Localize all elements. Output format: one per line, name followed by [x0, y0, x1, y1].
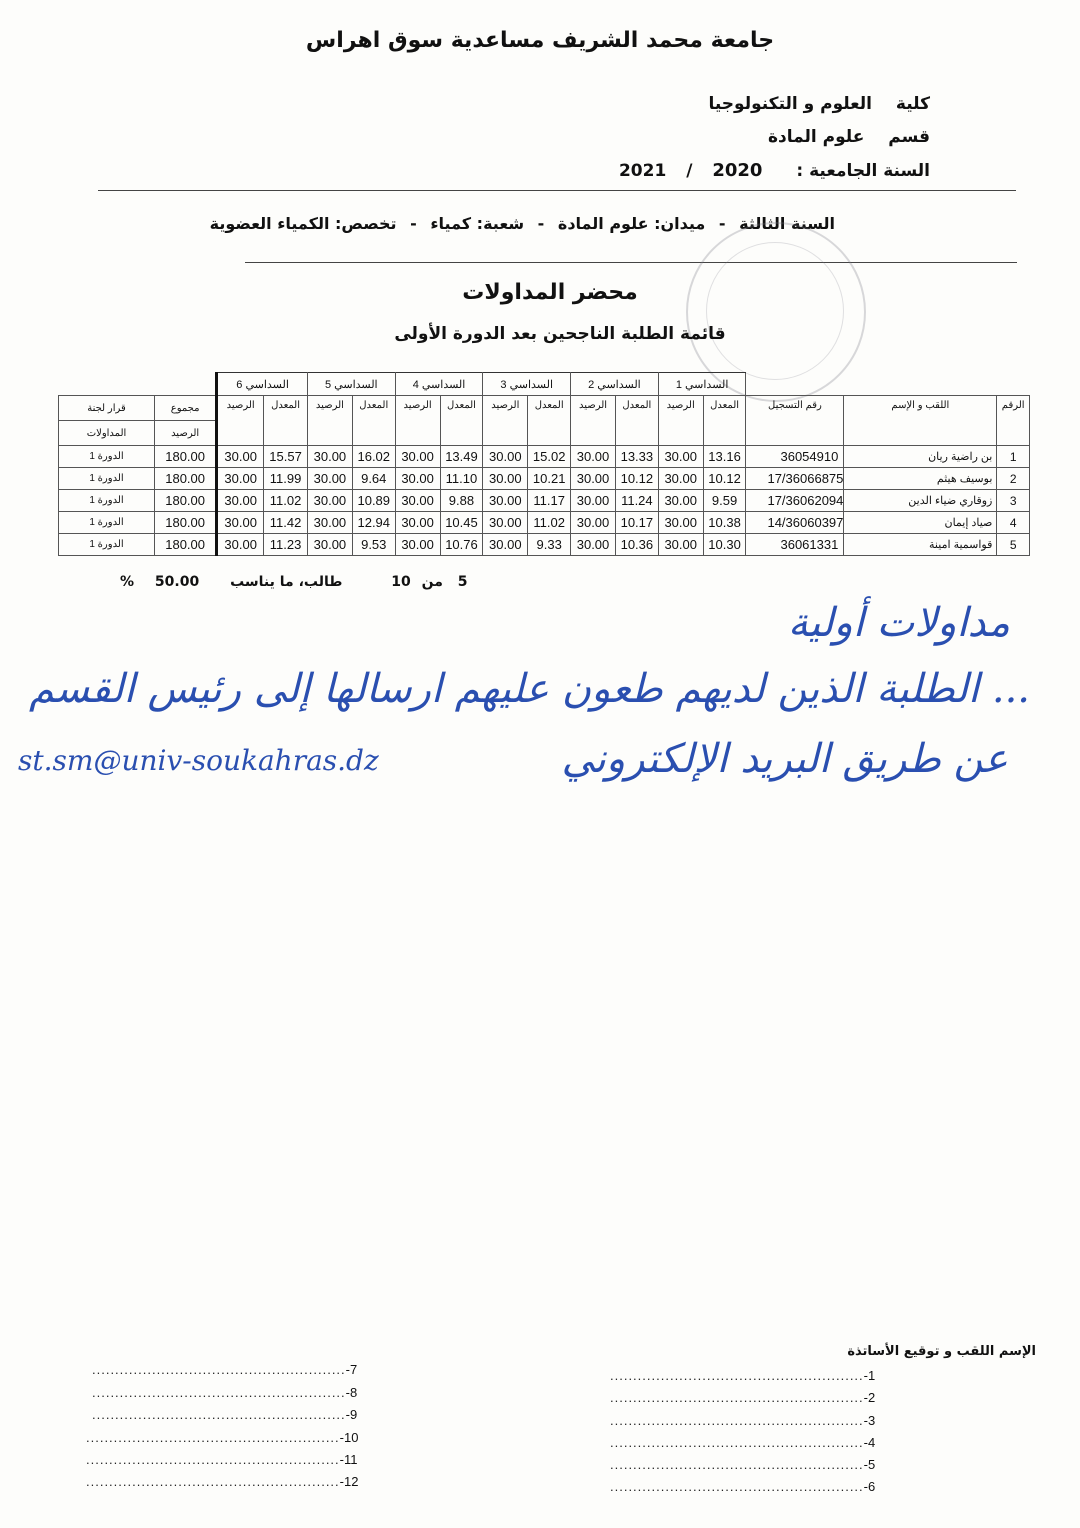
s3-credit: 30.00 — [483, 446, 528, 468]
s5-average: 9.53 — [352, 534, 395, 556]
row-index: 3 — [997, 490, 1030, 512]
s2-credit: 30.00 — [571, 468, 616, 490]
semester-3-header: السداسي 3 — [483, 373, 571, 396]
s5-credit: 30.00 — [307, 490, 352, 512]
s2-credit: 30.00 — [571, 534, 616, 556]
s6-credit: 30.00 — [217, 468, 264, 490]
student-name: بوسيف هيثم — [844, 468, 997, 490]
col-credit-header: الرصيد — [571, 396, 616, 446]
document-subtitle: قائمة الطلبة الناجحين بعد الدورة الأولى — [394, 324, 726, 344]
grades-table — [58, 372, 1030, 556]
s2-credit: 30.00 — [571, 512, 616, 534]
committee-decision: الدورة 1 — [59, 490, 155, 512]
signature-line — [86, 1430, 358, 1445]
department-value: علوم المادة — [767, 127, 865, 147]
handwritten-note-line: عن طريق البريد الإلكتروني — [561, 736, 1008, 782]
s4-credit: 30.00 — [395, 512, 440, 534]
col-total-header-2: الرصيد — [155, 421, 217, 446]
signature-dots: ....................................................... — [610, 1413, 864, 1428]
signature-line — [92, 1385, 357, 1400]
s2-average: 13.33 — [615, 446, 658, 468]
registration-number: 17/36066875 — [746, 468, 844, 490]
signature-number: -9 — [345, 1407, 358, 1422]
s1-credit: 30.00 — [658, 468, 703, 490]
col-credit-header: الرصيد — [658, 396, 703, 446]
registration-number: 14/36060397 — [746, 512, 844, 534]
s2-credit: 30.00 — [571, 490, 616, 512]
track-sep: - — [537, 214, 545, 233]
col-avg-header: المعدل — [440, 396, 483, 446]
col-avg-header: المعدل — [615, 396, 658, 446]
semester-2-header: السداسي 2 — [571, 373, 659, 396]
signature-line — [92, 1407, 357, 1422]
committee-decision: الدورة 1 — [59, 446, 155, 468]
signature-dots: ....................................................... — [86, 1430, 340, 1445]
track-sep: - — [718, 214, 726, 233]
s4-average: 9.88 — [440, 490, 483, 512]
signature-dots: ....................................................... — [92, 1362, 346, 1377]
col-name-header: اللقب و الإسم — [844, 396, 997, 446]
total-credit: 180.00 — [155, 446, 217, 468]
s1-average: 9.59 — [703, 490, 746, 512]
col-decision-header: قرار لجنة — [59, 396, 155, 421]
s5-average: 10.89 — [352, 490, 395, 512]
faculty-value: العلوم و التكنولوجيا — [708, 94, 872, 114]
signature-number: -3 — [863, 1413, 876, 1428]
student-name: بن راضية ريان — [844, 446, 997, 468]
signature-line — [86, 1474, 358, 1489]
signature-line — [610, 1368, 875, 1383]
total-credit: 180.00 — [155, 534, 217, 556]
signature-line — [610, 1413, 875, 1428]
semester-5-header: السداسي 5 — [307, 373, 395, 396]
track-domain: ميدان: علوم المادة — [557, 214, 706, 233]
s6-average: 11.42 — [264, 512, 308, 534]
s6-credit: 30.00 — [217, 490, 264, 512]
s6-credit: 30.00 — [217, 446, 264, 468]
signature-number: -10 — [339, 1430, 359, 1445]
row-index: 5 — [997, 534, 1030, 556]
signature-line — [86, 1452, 357, 1467]
faculty-line — [708, 94, 930, 114]
col-avg-header: المعدل — [528, 396, 571, 446]
signature-line — [610, 1457, 875, 1472]
col-index-header: الرقم — [997, 396, 1030, 446]
signature-dots: ....................................................... — [86, 1474, 340, 1489]
signature-number: -8 — [345, 1385, 358, 1400]
s3-credit: 30.00 — [483, 512, 528, 534]
col-avg-header: المعدل — [352, 396, 395, 446]
table-row — [59, 468, 1030, 490]
col-credit-header: الرصيد — [395, 396, 440, 446]
s3-average: 10.21 — [528, 468, 571, 490]
signature-dots: ....................................................... — [92, 1407, 346, 1422]
signature-line — [610, 1390, 875, 1405]
s6-average: 11.23 — [264, 534, 308, 556]
s4-credit: 30.00 — [395, 534, 440, 556]
signature-dots: ....................................................... — [610, 1479, 864, 1494]
academic-year — [619, 160, 930, 181]
signature-dots: ....................................................... — [610, 1435, 864, 1450]
student-name: قواسمية امينة — [844, 534, 997, 556]
year-start: 2020 — [712, 160, 763, 181]
signature-number: -1 — [863, 1368, 876, 1383]
s1-credit: 30.00 — [658, 490, 703, 512]
column-header-row — [59, 396, 1030, 421]
signature-number: -6 — [863, 1479, 876, 1494]
signature-number: -5 — [863, 1457, 876, 1472]
percent-sign: % — [120, 574, 135, 590]
track-branch: شعبة: كمياء — [430, 214, 525, 233]
s4-average: 10.45 — [440, 512, 483, 534]
document-title: محضر المداولات — [462, 280, 638, 305]
s5-credit: 30.00 — [307, 534, 352, 556]
university-name: جامعة محمد الشريف مساعدية سوق اهراس — [305, 28, 775, 53]
col-total-header: مجموع — [155, 396, 217, 421]
row-index: 1 — [997, 446, 1030, 468]
total-students: 10 — [391, 574, 411, 590]
semester-1-header: السداسي 1 — [658, 373, 746, 396]
col-credit-header: الرصيد — [217, 396, 264, 446]
year-end: 2021 — [618, 161, 667, 181]
track-sep: - — [410, 214, 417, 233]
semester-6-header: السداسي 6 — [217, 373, 308, 396]
s3-credit: 30.00 — [483, 468, 528, 490]
s5-average: 9.64 — [352, 468, 395, 490]
signature-line — [610, 1435, 875, 1450]
total-credit: 180.00 — [155, 490, 217, 512]
student-name: صياد إيمان — [844, 512, 997, 534]
pass-summary — [120, 574, 468, 590]
s5-credit: 30.00 — [307, 512, 352, 534]
of-word: من — [421, 574, 443, 590]
s4-credit: 30.00 — [395, 468, 440, 490]
track-level: السنة الثالثة — [739, 214, 835, 233]
handwritten-note-title: مداولات أولية — [787, 600, 1010, 646]
year-separator: / — [686, 161, 693, 181]
department-label: قسم — [888, 127, 930, 147]
signature-number: -2 — [863, 1390, 876, 1405]
signatures-title: الإسم اللقب و توقيع الأساتذة — [847, 1344, 1036, 1359]
s1-credit: 30.00 — [658, 534, 703, 556]
s2-credit: 30.00 — [571, 446, 616, 468]
pass-percent: 50.00 — [154, 574, 200, 590]
handwritten-note-line: ... الطلبة الذين لديهم طعون عليهم ارسالها إلى رئيس القسم — [28, 666, 1030, 712]
handwritten-email: st.sm@univ-soukahras.dz — [18, 744, 379, 777]
signature-number: -11 — [339, 1452, 358, 1467]
s3-credit: 30.00 — [483, 490, 528, 512]
s3-average: 11.02 — [528, 512, 571, 534]
row-index: 4 — [997, 512, 1030, 534]
s1-credit: 30.00 — [658, 512, 703, 534]
signature-dots: ....................................................... — [92, 1385, 346, 1400]
s5-credit: 30.00 — [307, 446, 352, 468]
s6-average: 15.57 — [264, 446, 308, 468]
signature-number: -4 — [863, 1435, 876, 1450]
track-specialty: تخصص: الكمياء العضوية — [209, 214, 397, 233]
table-row — [59, 534, 1030, 556]
s3-average: 9.33 — [528, 534, 571, 556]
s1-credit: 30.00 — [658, 446, 703, 468]
table-row — [59, 446, 1030, 468]
s5-credit: 30.00 — [307, 468, 352, 490]
s4-average: 11.10 — [440, 468, 483, 490]
s2-average: 10.12 — [615, 468, 658, 490]
row-index: 2 — [997, 468, 1030, 490]
s6-credit: 30.00 — [217, 512, 264, 534]
faculty-label: كلية — [895, 94, 930, 114]
col-avg-header: المعدل — [264, 396, 308, 446]
table-row — [59, 512, 1030, 534]
s1-average: 10.12 — [703, 468, 746, 490]
col-credit-header: الرصيد — [483, 396, 528, 446]
s5-average: 12.94 — [352, 512, 395, 534]
student-name: زوقاري ضياء الدين — [844, 490, 997, 512]
col-credit-header: الرصيد — [307, 396, 352, 446]
track-divider — [245, 262, 1017, 263]
semester-header-row — [59, 373, 1030, 396]
s3-average: 11.17 — [528, 490, 571, 512]
s4-average: 13.49 — [440, 446, 483, 468]
s4-average: 10.76 — [440, 534, 483, 556]
s6-average: 11.02 — [264, 490, 308, 512]
s6-average: 11.99 — [264, 468, 308, 490]
table-row — [59, 490, 1030, 512]
s4-credit: 30.00 — [395, 490, 440, 512]
s3-credit: 30.00 — [483, 534, 528, 556]
committee-decision: الدورة 1 — [59, 468, 155, 490]
signature-number: -7 — [345, 1362, 358, 1377]
s1-average: 13.16 — [703, 446, 746, 468]
s6-credit: 30.00 — [217, 534, 264, 556]
summary-label: طالب، ما يناسب — [230, 574, 343, 590]
total-credit: 180.00 — [155, 512, 217, 534]
s2-average: 10.36 — [615, 534, 658, 556]
top-divider — [98, 190, 1016, 191]
s3-average: 15.02 — [528, 446, 571, 468]
s4-credit: 30.00 — [395, 446, 440, 468]
signature-line — [92, 1362, 357, 1377]
department-line — [768, 127, 930, 147]
registration-number: 36061331 — [746, 534, 844, 556]
s5-average: 16.02 — [352, 446, 395, 468]
col-reg-header: رقم التسجيل — [746, 396, 844, 446]
s1-average: 10.38 — [703, 512, 746, 534]
signature-dots: ....................................................... — [86, 1452, 340, 1467]
semester-4-header: السداسي 4 — [395, 373, 483, 396]
registration-number: 36054910 — [746, 446, 844, 468]
signature-number: -12 — [339, 1474, 359, 1489]
s1-average: 10.30 — [703, 534, 746, 556]
signature-dots: ....................................................... — [610, 1368, 864, 1383]
passed-students: 5 — [457, 574, 468, 590]
committee-decision: الدورة 1 — [59, 512, 155, 534]
year-label: السنة الجامعية : — [796, 161, 930, 181]
col-decision-header-2: المداولات — [59, 421, 155, 446]
s2-average: 10.17 — [615, 512, 658, 534]
committee-decision: الدورة 1 — [59, 534, 155, 556]
signature-line — [610, 1479, 875, 1494]
total-credit: 180.00 — [155, 468, 217, 490]
signature-dots: ....................................................... — [610, 1457, 864, 1472]
signature-dots: ....................................................... — [610, 1390, 864, 1405]
registration-number: 17/36062094 — [746, 490, 844, 512]
col-avg-header: المعدل — [703, 396, 746, 446]
s2-average: 11.24 — [615, 490, 658, 512]
